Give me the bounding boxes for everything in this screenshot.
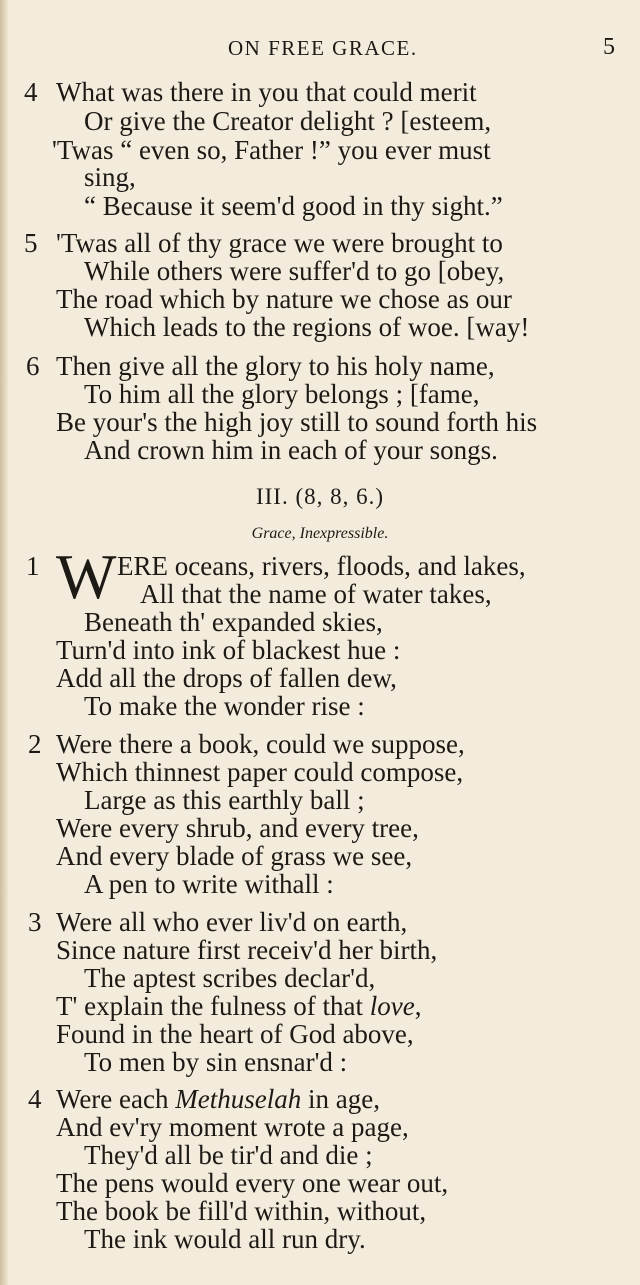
verse-line: And ev'ry moment wrote a page,	[56, 1112, 409, 1142]
page-gutter-edge	[0, 0, 8, 1285]
verse-line: The ink would all run dry.	[84, 1224, 366, 1254]
hymn-title: III. (8, 8, 6.)	[255, 484, 385, 509]
verse-line: Were there a book, could we suppose,	[56, 729, 465, 759]
verse-number: 3	[28, 907, 42, 937]
verse-line: Turn'd into ink of blackest hue :	[56, 635, 401, 665]
verse-line	[56, 992, 422, 1021]
drop-cap: W	[56, 541, 117, 612]
verse-number: 4	[28, 1084, 42, 1114]
verse-line: Which thinnest paper could compose,	[56, 757, 464, 787]
verse-line: Were all who ever liv'd on earth,	[56, 907, 408, 937]
verse-line: All that the name of water takes,	[140, 579, 492, 609]
verse-line: The road which by nature we chose as our	[56, 284, 512, 314]
verse-line: The aptest scribes declar'd,	[84, 963, 376, 993]
verse-line: 'Twas all of thy grace we were brought to	[56, 228, 503, 258]
page-number: 5	[603, 34, 615, 60]
verse-number: 6	[26, 351, 40, 381]
verse-line: Be your's the high joy still to sound forth his	[56, 407, 538, 437]
verse-line: Found in the heart of God above,	[56, 1019, 414, 1049]
verse-line-text: ,	[414, 991, 422, 1021]
verse-number: 5	[24, 228, 38, 258]
verse-line: Then give all the glory to his holy name,	[56, 351, 495, 381]
verse-line	[56, 1085, 380, 1114]
verse-line: To him all the glory belongs ; [fame,	[84, 379, 480, 409]
verse-line: The book be fill'd within, without,	[56, 1196, 427, 1226]
verse-line: Or give the Creator delight ? [esteem,	[84, 106, 492, 136]
verse-line-text: T' explain the fulness of that	[56, 991, 370, 1021]
verse-line: A pen to write withall :	[84, 869, 334, 899]
verse-line: To men by sin ensnar'd :	[84, 1047, 348, 1077]
verse-line: “ Because it seem'd good in thy sight.”	[84, 191, 503, 221]
verse-line: Which leads to the regions of woe. [way!	[84, 312, 530, 342]
verse-line: Large as this earthly ball ;	[84, 785, 365, 815]
verse-line: Add all the drops of fallen dew,	[56, 663, 397, 693]
verse-line: And every blade of grass we see,	[56, 841, 413, 871]
verse-line-text: in age,	[301, 1084, 380, 1114]
verse-line: The pens would every one wear out,	[56, 1168, 449, 1198]
verse-line: While others were suffer'd to go [obey,	[84, 256, 505, 286]
verse-number: 2	[28, 729, 42, 759]
hymn-subtitle: Grace, Inexpressible.	[251, 525, 389, 542]
running-title: ON FREE GRACE.	[228, 36, 418, 60]
running-head	[0, 34, 640, 62]
verse-line-italic: love	[369, 991, 415, 1021]
verse-line: And crown him in each of your songs.	[84, 435, 498, 465]
verse-line: Since nature first receiv'd her birth,	[56, 935, 438, 965]
verse-line: To make the wonder rise :	[84, 691, 365, 721]
verse-number: 1	[26, 551, 40, 581]
verse-line-italic: Methuselah	[175, 1084, 302, 1114]
verse-line-text: Were each	[56, 1084, 176, 1114]
verse-line: 'Twas “ even so, Father !” you ever must	[52, 135, 491, 165]
verse-line: ERE oceans, rivers, floods, and lakes,	[117, 551, 526, 581]
verse-number: 4	[24, 77, 38, 107]
verse-line: What was there in you that could merit	[56, 77, 477, 107]
verse-line: sing,	[84, 162, 136, 192]
verse-line: Beneath th' expanded skies,	[84, 607, 383, 637]
verse-line: They'd all be tir'd and die ;	[84, 1140, 373, 1170]
verse-line: Were every shrub, and every tree,	[56, 813, 419, 843]
